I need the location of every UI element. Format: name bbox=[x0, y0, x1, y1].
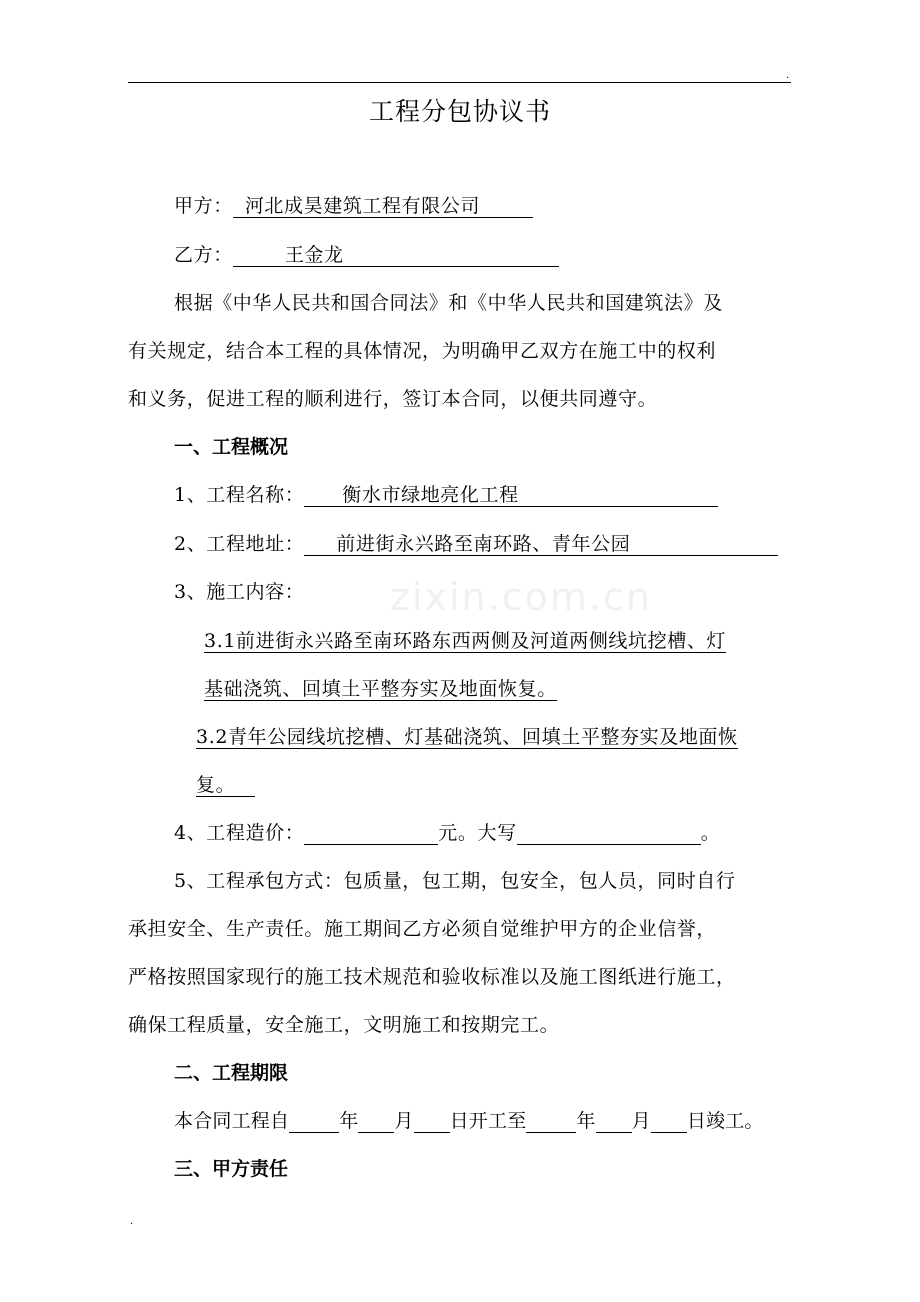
contract-mode-line-3: 严格按照国家现行的施工技术规范和验收标准以及施工图纸进行施工， bbox=[128, 966, 736, 988]
party-b-value: 王金龙 bbox=[233, 243, 559, 267]
end-day-blank bbox=[651, 1109, 687, 1133]
project-name-label: 1、工程名称： bbox=[174, 484, 305, 506]
content-3-1-line-1 bbox=[204, 629, 726, 653]
intro-line-1: 根据《中华人民共和国合同法》和《中华人民共和国建筑法》及 bbox=[174, 292, 723, 314]
end-month-label: 月 bbox=[631, 1110, 651, 1132]
start-day-blank bbox=[414, 1109, 450, 1133]
party-a-label: 甲方： bbox=[174, 195, 233, 217]
start-year-label: 年 bbox=[339, 1110, 359, 1132]
project-cost-blank bbox=[304, 821, 438, 845]
start-month-label: 月 bbox=[394, 1110, 414, 1132]
project-address-label: 2、工程地址： bbox=[174, 533, 305, 555]
project-address-value: 前进街永兴路至南环路、青年公园 bbox=[304, 532, 778, 556]
contract-mode-line-2: 承担安全、生产责任。施工期间乙方必须自觉维护甲方的企业信誉， bbox=[128, 918, 717, 940]
content-3-2-text-2: 复。 bbox=[196, 774, 255, 797]
end-month-blank bbox=[596, 1109, 632, 1133]
content-3-2-text-1: 3.2青年公园线坑挖槽、灯基础浇筑、回填土平整夯实及地面恢 bbox=[196, 726, 738, 748]
start-day-label: 日开工至 bbox=[449, 1110, 527, 1132]
content-3-1-text-1: 3.1前进街永兴路至南环路东西两侧及河道两侧线坑挖槽、灯 bbox=[204, 630, 727, 652]
project-address-line bbox=[174, 532, 778, 556]
party-b-label: 乙方： bbox=[174, 244, 233, 266]
end-year-blank bbox=[526, 1109, 576, 1133]
watermark: zixin.com.cn bbox=[390, 575, 652, 619]
period-start-text: 本合同工程自 bbox=[174, 1110, 290, 1132]
contract-mode-line-1: 5、工程承包方式：包质量，包工期，包安全，包人员，同时自行 bbox=[174, 870, 736, 892]
start-month-blank bbox=[358, 1109, 394, 1133]
content-3-2-line-2 bbox=[196, 773, 255, 797]
section-2-heading: 二、工程期限 bbox=[174, 1062, 289, 1084]
project-cost-unit: 元。大写 bbox=[438, 822, 517, 844]
project-cost-words-blank bbox=[517, 821, 701, 845]
project-cost-label: 4、工程造价： bbox=[174, 822, 305, 844]
party-a-value: 河北成昊建筑工程有限公司 bbox=[233, 194, 533, 218]
intro-line-2: 有关规定，结合本工程的具体情况，为明确甲乙双方在施工中的权利 bbox=[128, 340, 717, 362]
intro-line-3: 和义务，促进工程的顺利进行，签订本合同，以便共同遵守。 bbox=[128, 388, 658, 410]
project-name-value: 衡水市绿地亮化工程 bbox=[304, 483, 718, 507]
project-name-line bbox=[174, 483, 718, 507]
document-title: 工程分包协议书 bbox=[368, 97, 551, 126]
header-dot: . bbox=[786, 70, 790, 81]
party-a-line bbox=[174, 194, 533, 218]
content-3-2-line-1 bbox=[196, 725, 738, 749]
contract-mode-line-4: 确保工程质量，安全施工，文明施工和按期完工。 bbox=[128, 1014, 560, 1036]
content-3-1-text-2: 基础浇筑、回填土平整夯实及地面恢复。 bbox=[204, 678, 557, 700]
construction-content-label: 3、施工内容： bbox=[174, 581, 305, 603]
section-1-heading: 一、工程概况 bbox=[174, 436, 289, 458]
end-day-label: 日竣工。 bbox=[686, 1110, 764, 1132]
project-cost-end: 。 bbox=[700, 822, 721, 844]
period-line bbox=[174, 1109, 764, 1133]
project-cost-line bbox=[174, 821, 720, 845]
footer-dot: . bbox=[130, 1216, 134, 1227]
end-year-label: 年 bbox=[576, 1110, 596, 1132]
start-year-blank bbox=[289, 1109, 339, 1133]
header-rule bbox=[128, 82, 791, 83]
section-3-heading: 三、甲方责任 bbox=[174, 1158, 289, 1180]
party-b-line bbox=[174, 243, 559, 267]
content-3-1-line-2 bbox=[204, 677, 557, 701]
